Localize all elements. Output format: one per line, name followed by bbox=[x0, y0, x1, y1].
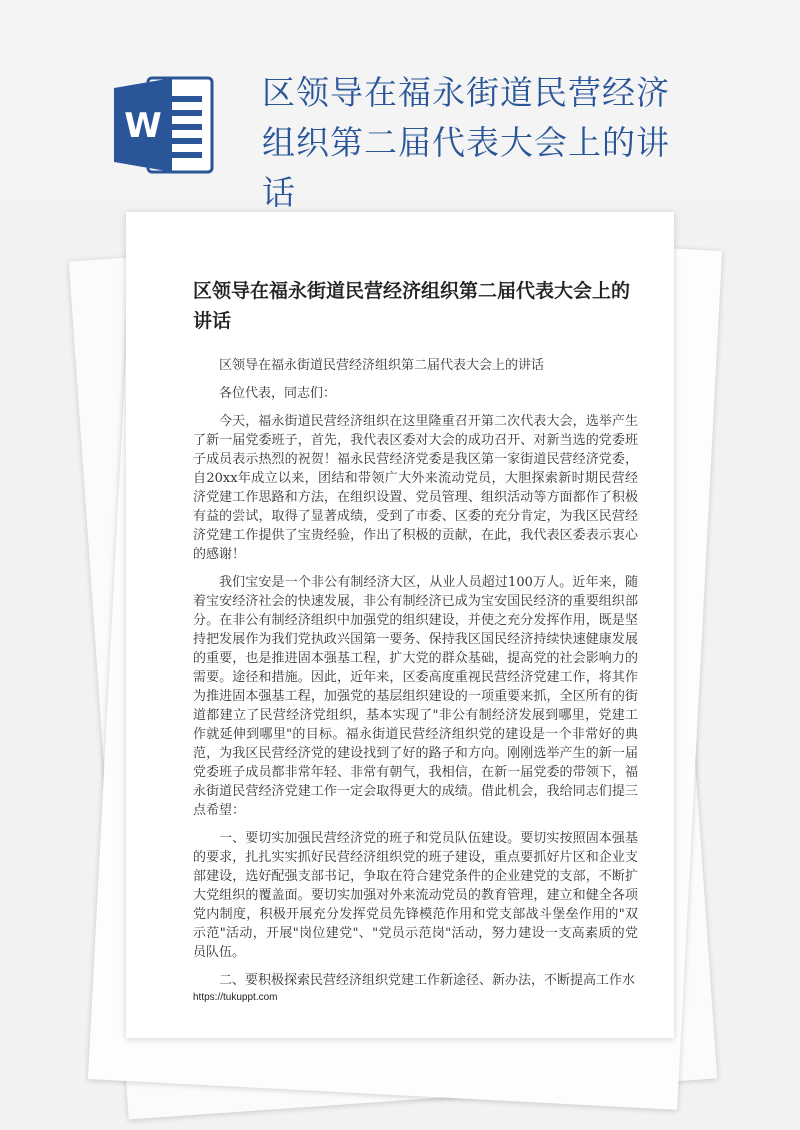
document-paragraph: 区领导在福永街道民营经济组织第二届代表大会上的讲话 bbox=[219, 358, 545, 373]
source-url[interactable]: https://tukuppt.com bbox=[193, 992, 278, 1003]
word-icon bbox=[110, 70, 220, 180]
document-title: 区领导在福永街道民营经济组织第二届代表大会上的讲话 bbox=[193, 280, 631, 332]
page-header bbox=[0, 0, 800, 212]
document-body bbox=[193, 356, 638, 999]
document-paragraph: 我们宝安是一个非公有制经济大区，从业人员超过100万人。近年来，随着宝安经济社会的快速发展，非公有制经济已成为宝安国民经济的重要组织部分。在非公有制经济组织中加强党的组织建设，并使之充分发挥作用，既是坚持把发展作为我们党执政兴国第一要务、保持我区国民经济持续快速健康发展的重要，也是推进固本强基工程，扩大党的群众基础，提高党的社会影响力的需要。途径和措施。因此，近年来，区委高度重视民营经济党建工作，将其作为推进固本强基工程，加强党的基层组织建设的一项重要来抓，全区所有的街道都建立了民营经济党组织，基本实现了"非公有制经济发展到哪里，党建工作就延伸到哪里"的目标。福永街道民营经济组织党的建设是一个非常好的典范，为我区民营经济党的建设找到了好的路子和方向。刚刚选举产生的新一届党委班子成员都非常年轻、非常有朝气，我相信，在新一届党委的带领下，福永街道民营经济党建工作一定会取得更大的成绩。借此机会，我给同志们提三点希望： bbox=[193, 575, 638, 818]
document-paragraph: 二、要积极探索民营经济组织党建工作新途径、新办法，不断提高工作水 bbox=[219, 973, 636, 988]
document-paragraph: 各位代表，同志们： bbox=[219, 386, 337, 401]
header-title: 区领导在福永街道民营经济组织第二届代表大会上的讲话 bbox=[262, 73, 670, 212]
svg-text:W: W bbox=[124, 106, 162, 146]
document-paragraph: 今天，福永街道民营经济组织在这里隆重召开第二次代表大会，选举产生了新一届党委班子，首先，我代表区委对大会的成功召开、对新当选的党委班子成员表示热烈的祝贺！福永民营经济党委是我区第一家街道民营经济党委，自20xx年成立以来，团结和带领广大外来流动党员，大胆探索新时期民营经济党建工作思路和方法，在组织设置、党员管理、组织活动等方面都作了积极有益的尝试，取得了显著成绩，受到了市委、区委的充分肯定，为我区民营经济党建工作提供了宝贵经验，作出了积极的贡献，在此，我代表区委表示衷心的感谢！ bbox=[193, 414, 638, 562]
document-paragraph: 一、要切实加强民营经济党的班子和党员队伍建设。要切实按照固本强基的要求，扎扎实实抓好民营经济组织党的班子建设，重点要抓好片区和企业支部建设，选好配强支部书记，争取在符合建党条件的企业建党的支部，不断扩大党组织的覆盖面。要切实加强对外来流动党员的教育管理，建立和健全各项党内制度，积极开展充分发挥党员先锋模范作用和党支部战斗堡垒作用的"双示范"活动，开展"岗位建党"、"党员示范岗"活动，努力建设一支高素质的党员队伍。 bbox=[193, 831, 638, 960]
